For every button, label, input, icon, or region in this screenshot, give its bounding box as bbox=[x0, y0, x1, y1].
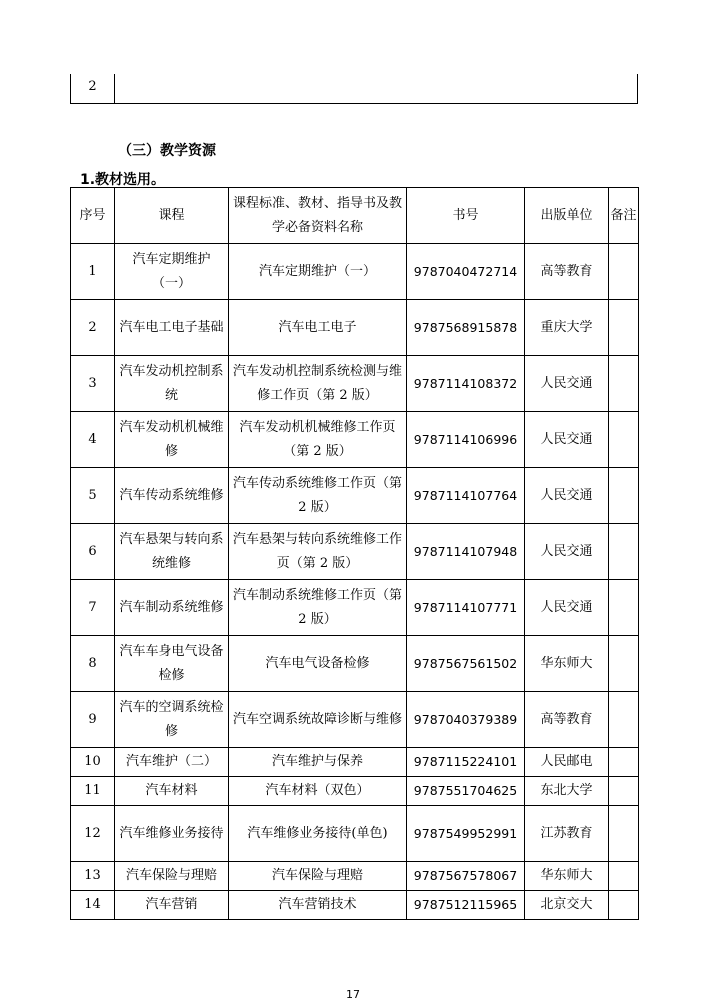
table-row bbox=[71, 777, 639, 806]
page-number: 17 bbox=[346, 988, 360, 1001]
cell-publisher: 人民交通 bbox=[525, 580, 609, 636]
header-note: 备注 bbox=[609, 188, 639, 244]
cell-seq: 10 bbox=[71, 748, 115, 777]
header-seq: 序号 bbox=[71, 188, 115, 244]
cell-isbn: 9787040379389 bbox=[407, 692, 525, 748]
cell-isbn: 9787115224101 bbox=[407, 748, 525, 777]
cell-course: 汽车发动机机械维修 bbox=[115, 412, 229, 468]
cell-note bbox=[609, 891, 639, 920]
cell-material: 汽车制动系统维修工作页（第 2 版） bbox=[229, 580, 407, 636]
cell-note bbox=[609, 524, 639, 580]
table-row bbox=[71, 412, 639, 468]
table-header-row bbox=[71, 188, 639, 244]
section-heading: （三）教学资源 bbox=[118, 143, 216, 159]
cell-course: 汽车的空调系统检修 bbox=[115, 692, 229, 748]
cell-seq: 3 bbox=[71, 356, 115, 412]
table-row bbox=[71, 468, 639, 524]
cell-isbn: 9787114107948 bbox=[407, 524, 525, 580]
cell-publisher: 高等教育 bbox=[525, 692, 609, 748]
cell-publisher: 江苏教育 bbox=[525, 806, 609, 862]
cell-material: 汽车材料（双色） bbox=[229, 777, 407, 806]
cell-course: 汽车维修业务接待 bbox=[115, 806, 229, 862]
table-row bbox=[71, 748, 639, 777]
cell-seq: 7 bbox=[71, 580, 115, 636]
cell-isbn: 9787114107771 bbox=[407, 580, 525, 636]
cell-note bbox=[609, 748, 639, 777]
cell-course: 汽车发动机控制系统 bbox=[115, 356, 229, 412]
cell-seq: 9 bbox=[71, 692, 115, 748]
table-row bbox=[71, 524, 639, 580]
cell-isbn: 9787568915878 bbox=[407, 300, 525, 356]
cell-publisher: 人民交通 bbox=[525, 356, 609, 412]
cell-seq: 12 bbox=[71, 806, 115, 862]
cell-note bbox=[609, 692, 639, 748]
header-publisher: 出版单位 bbox=[525, 188, 609, 244]
cell-course: 汽车材料 bbox=[115, 777, 229, 806]
cell-material: 汽车维护与保养 bbox=[229, 748, 407, 777]
table-row bbox=[71, 300, 639, 356]
cell-material: 汽车悬架与转向系统维修工作页（第 2 版） bbox=[229, 524, 407, 580]
cell-note bbox=[609, 777, 639, 806]
cell-isbn: 9787114108372 bbox=[407, 356, 525, 412]
table-row bbox=[71, 244, 639, 300]
cell-isbn: 9787567578067 bbox=[407, 862, 525, 891]
cell-publisher: 高等教育 bbox=[525, 244, 609, 300]
cell-note bbox=[609, 412, 639, 468]
cell-publisher: 人民交通 bbox=[525, 524, 609, 580]
cell-course: 汽车电工电子基础 bbox=[115, 300, 229, 356]
cell-publisher: 重庆大学 bbox=[525, 300, 609, 356]
cell-material: 汽车定期维护（一） bbox=[229, 244, 407, 300]
cell-isbn: 9787567561502 bbox=[407, 636, 525, 692]
table-row bbox=[71, 580, 639, 636]
cell-material: 汽车发动机控制系统检测与维修工作页（第 2 版） bbox=[229, 356, 407, 412]
cell-material: 汽车保险与理赔 bbox=[229, 862, 407, 891]
header-course: 课程 bbox=[115, 188, 229, 244]
cell-course: 汽车车身电气设备检修 bbox=[115, 636, 229, 692]
cell-isbn: 9787114107764 bbox=[407, 468, 525, 524]
cell-note bbox=[609, 300, 639, 356]
cell-isbn: 9787512115965 bbox=[407, 891, 525, 920]
cell-note bbox=[609, 862, 639, 891]
textbook-table bbox=[70, 187, 639, 920]
table-row bbox=[71, 806, 639, 862]
previous-table-fragment bbox=[70, 74, 638, 104]
cell-course: 汽车营销 bbox=[115, 891, 229, 920]
table-row bbox=[71, 891, 639, 920]
cell-publisher: 北京交大 bbox=[525, 891, 609, 920]
cell-publisher: 华东师大 bbox=[525, 862, 609, 891]
cell-seq: 11 bbox=[71, 777, 115, 806]
cell-isbn: 9787114106996 bbox=[407, 412, 525, 468]
cell-material: 汽车发动机机械维修工作页（第 2 版） bbox=[229, 412, 407, 468]
cell-seq: 1 bbox=[71, 244, 115, 300]
table-row bbox=[71, 692, 639, 748]
cell-course: 汽车制动系统维修 bbox=[115, 580, 229, 636]
cell-seq: 8 bbox=[71, 636, 115, 692]
cell-isbn: 9787040472714 bbox=[407, 244, 525, 300]
cell-seq: 2 bbox=[71, 300, 115, 356]
cell-note bbox=[609, 636, 639, 692]
cell-material: 汽车空调系统故障诊断与维修 bbox=[229, 692, 407, 748]
table-row bbox=[71, 862, 639, 891]
header-material: 课程标准、教材、指导书及教学必备资料名称 bbox=[229, 188, 407, 244]
cell-seq: 5 bbox=[71, 468, 115, 524]
cell-note bbox=[609, 806, 639, 862]
cell-material: 汽车营销技术 bbox=[229, 891, 407, 920]
subheading: 1.教材选用。 bbox=[80, 172, 166, 188]
cell-course: 汽车悬架与转向系统维修 bbox=[115, 524, 229, 580]
cell-note bbox=[609, 580, 639, 636]
cell-isbn: 9787551704625 bbox=[407, 777, 525, 806]
cell-note bbox=[609, 468, 639, 524]
cell-course: 汽车保险与理赔 bbox=[115, 862, 229, 891]
cell-course: 汽车传动系统维修 bbox=[115, 468, 229, 524]
cell-note bbox=[609, 356, 639, 412]
cell-material: 汽车电气设备检修 bbox=[229, 636, 407, 692]
header-isbn: 书号 bbox=[407, 188, 525, 244]
cell-publisher: 东北大学 bbox=[525, 777, 609, 806]
cell-seq: 13 bbox=[71, 862, 115, 891]
cell-publisher: 人民交通 bbox=[525, 468, 609, 524]
cell-course: 汽车定期维护（一） bbox=[115, 244, 229, 300]
cell-course: 汽车维护（二） bbox=[115, 748, 229, 777]
table-row bbox=[71, 636, 639, 692]
cell-seq: 4 bbox=[71, 412, 115, 468]
cell-seq: 14 bbox=[71, 891, 115, 920]
cell-publisher: 人民交通 bbox=[525, 412, 609, 468]
cell-note bbox=[609, 244, 639, 300]
cell-isbn: 9787549952991 bbox=[407, 806, 525, 862]
cell-material: 汽车电工电子 bbox=[229, 300, 407, 356]
cell-publisher: 人民邮电 bbox=[525, 748, 609, 777]
cell-publisher: 华东师大 bbox=[525, 636, 609, 692]
cell-material: 汽车维修业务接待(单色) bbox=[229, 806, 407, 862]
previous-table-row-number: 2 bbox=[71, 74, 115, 103]
cell-seq: 6 bbox=[71, 524, 115, 580]
cell-material: 汽车传动系统维修工作页（第 2 版） bbox=[229, 468, 407, 524]
table-row bbox=[71, 356, 639, 412]
